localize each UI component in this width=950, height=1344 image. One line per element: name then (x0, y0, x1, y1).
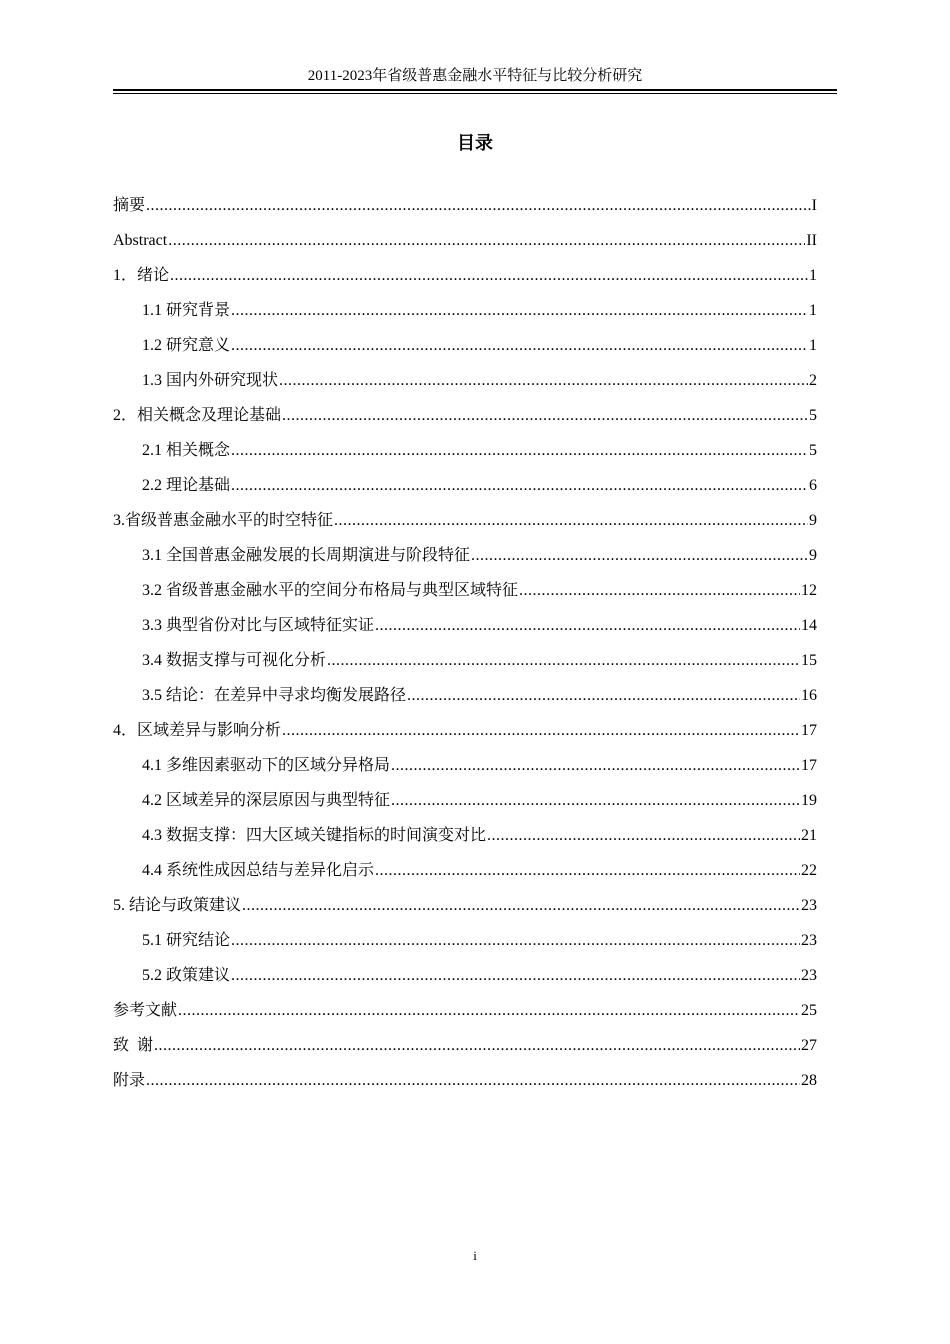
toc-dot-leader (146, 1068, 800, 1094)
toc-entry-section-1-1[interactable] (113, 298, 817, 333)
toc-entry-page: 2 (809, 372, 817, 389)
toc-entry-page: 16 (801, 687, 817, 704)
toc-dot-leader (279, 368, 808, 394)
toc-entry-chapter-4[interactable] (113, 718, 817, 753)
toc-dot-leader (170, 263, 808, 289)
toc-entry-page: II (806, 232, 817, 249)
toc-entry-label: 3.1 全国普惠金融发展的长周期演进与阶段特征 (142, 547, 471, 564)
toc-entry-section-1-2[interactable] (113, 333, 817, 368)
toc-dot-leader (407, 683, 800, 709)
toc-entry-label: 附录 (113, 1072, 146, 1089)
toc-entry-page: 17 (801, 757, 817, 774)
toc-dot-leader (154, 1033, 800, 1059)
toc-entry-abstract-en[interactable] (113, 228, 817, 263)
toc-entry-references[interactable] (113, 998, 817, 1033)
toc-entry-page: 28 (801, 1072, 817, 1089)
toc-entry-section-5-1[interactable] (113, 928, 817, 963)
toc-entry-appendix[interactable] (113, 1068, 817, 1103)
toc-entry-section-3-5[interactable] (113, 683, 817, 718)
toc-dot-leader (487, 823, 800, 849)
toc-entry-section-4-4[interactable] (113, 858, 817, 893)
toc-entry-page: 25 (801, 1002, 817, 1019)
running-header: 2011-2023年省级普惠金融水平特征与比较分析研究 (307, 68, 643, 84)
toc-title: 目录 (457, 133, 493, 154)
toc-entry-section-3-3[interactable] (113, 613, 817, 648)
toc-entry-section-3-2[interactable] (113, 578, 817, 613)
toc-entry-abstract-cn[interactable] (113, 193, 817, 228)
toc-entry-page: 5 (809, 442, 817, 459)
toc-entry-label: 1．绪论 (113, 267, 170, 284)
toc-entry-page: 5 (809, 407, 817, 424)
toc-entry-page: 12 (801, 582, 817, 599)
toc-entry-label: 4.3 数据支撑：四大区域关键指标的时间演变对比 (142, 827, 487, 844)
toc-entry-label: 5.2 政策建议 (142, 967, 231, 984)
toc-entry-section-3-1[interactable] (113, 543, 817, 578)
toc-dot-leader (391, 788, 800, 814)
toc-entry-page: 19 (801, 792, 817, 809)
toc-dot-leader (178, 998, 800, 1024)
toc-entry-page: 22 (801, 862, 817, 879)
toc-entry-chapter-1[interactable] (113, 263, 817, 298)
toc-entry-section-4-3[interactable] (113, 823, 817, 858)
toc-entry-label: 4.2 区域差异的深层原因与典型特征 (142, 792, 391, 809)
toc-entry-label: 1.1 研究背景 (142, 302, 231, 319)
toc-entry-chapter-5[interactable] (113, 893, 817, 928)
toc-dot-leader (327, 648, 800, 674)
toc-entry-page: 9 (809, 547, 817, 564)
toc-dot-leader (471, 543, 808, 569)
toc-dot-leader (231, 298, 808, 324)
toc-entry-section-3-4[interactable] (113, 648, 817, 683)
toc-entry-acknowledgements[interactable] (113, 1033, 817, 1068)
toc-dot-leader (282, 718, 800, 744)
toc-entry-page: 1 (809, 337, 817, 354)
toc-entry-label: 3.4 数据支撑与可视化分析 (142, 652, 327, 669)
toc-entry-label: 4．区域差异与影响分析 (113, 722, 282, 739)
toc-dot-leader (391, 753, 800, 779)
toc-entry-label: 4.1 多维因素驱动下的区域分异格局 (142, 757, 391, 774)
table-of-contents (113, 193, 817, 1103)
toc-entry-page: 23 (801, 967, 817, 984)
toc-dot-leader (146, 193, 811, 219)
toc-dot-leader (231, 438, 808, 464)
page-number: i (473, 1248, 477, 1263)
toc-dot-leader (231, 928, 800, 954)
toc-entry-page: 23 (801, 932, 817, 949)
toc-entry-label: 致 谢 (113, 1037, 154, 1054)
toc-entry-page: I (811, 197, 817, 214)
toc-entry-page: 14 (801, 617, 817, 634)
toc-entry-section-1-3[interactable] (113, 368, 817, 403)
toc-entry-label: 5.1 研究结论 (142, 932, 231, 949)
toc-entry-page: 15 (801, 652, 817, 669)
toc-entry-page: 21 (801, 827, 817, 844)
toc-entry-section-4-1[interactable] (113, 753, 817, 788)
toc-dot-leader (282, 403, 808, 429)
toc-entry-label: 参考文献 (113, 1002, 178, 1019)
header-rule (113, 89, 837, 91)
toc-dot-leader (334, 508, 808, 534)
toc-dot-leader (242, 893, 800, 919)
header-rule-thin (113, 93, 837, 94)
toc-entry-label: Abstract (113, 232, 168, 249)
toc-entry-chapter-3[interactable] (113, 508, 817, 543)
toc-entry-page: 9 (809, 512, 817, 529)
toc-entry-section-2-2[interactable] (113, 473, 817, 508)
toc-dot-leader (231, 333, 808, 359)
toc-entry-section-4-2[interactable] (113, 788, 817, 823)
toc-entry-section-5-2[interactable] (113, 963, 817, 998)
toc-entry-page: 6 (809, 477, 817, 494)
toc-dot-leader (375, 858, 800, 884)
toc-entry-label: 摘要 (113, 197, 146, 214)
toc-entry-section-2-1[interactable] (113, 438, 817, 473)
toc-entry-label: 1.3 国内外研究现状 (142, 372, 279, 389)
toc-entry-label: 1.2 研究意义 (142, 337, 231, 354)
toc-entry-label: 4.4 系统性成因总结与差异化启示 (142, 862, 375, 879)
toc-dot-leader (519, 578, 800, 604)
toc-entry-page: 1 (809, 267, 817, 284)
toc-dot-leader (231, 963, 800, 989)
toc-entry-label: 3.2 省级普惠金融水平的空间分布格局与典型区域特征 (142, 582, 519, 599)
toc-entry-label: 2.1 相关概念 (142, 442, 231, 459)
toc-dot-leader (231, 473, 808, 499)
toc-entry-page: 27 (801, 1037, 817, 1054)
toc-entry-page: 1 (809, 302, 817, 319)
toc-dot-leader (375, 613, 800, 639)
toc-entry-label: 2.2 理论基础 (142, 477, 231, 494)
toc-dot-leader (168, 228, 805, 254)
toc-entry-chapter-2[interactable] (113, 403, 817, 438)
toc-entry-label: 2．相关概念及理论基础 (113, 407, 282, 424)
toc-entry-label: 3.省级普惠金融水平的时空特征 (113, 512, 334, 529)
toc-entry-page: 23 (801, 897, 817, 914)
toc-entry-label: 3.3 典型省份对比与区域特征实证 (142, 617, 375, 634)
toc-entry-label: 3.5 结论：在差异中寻求均衡发展路径 (142, 687, 407, 704)
toc-entry-label: 5. 结论与政策建议 (113, 897, 242, 914)
toc-entry-page: 17 (801, 722, 817, 739)
